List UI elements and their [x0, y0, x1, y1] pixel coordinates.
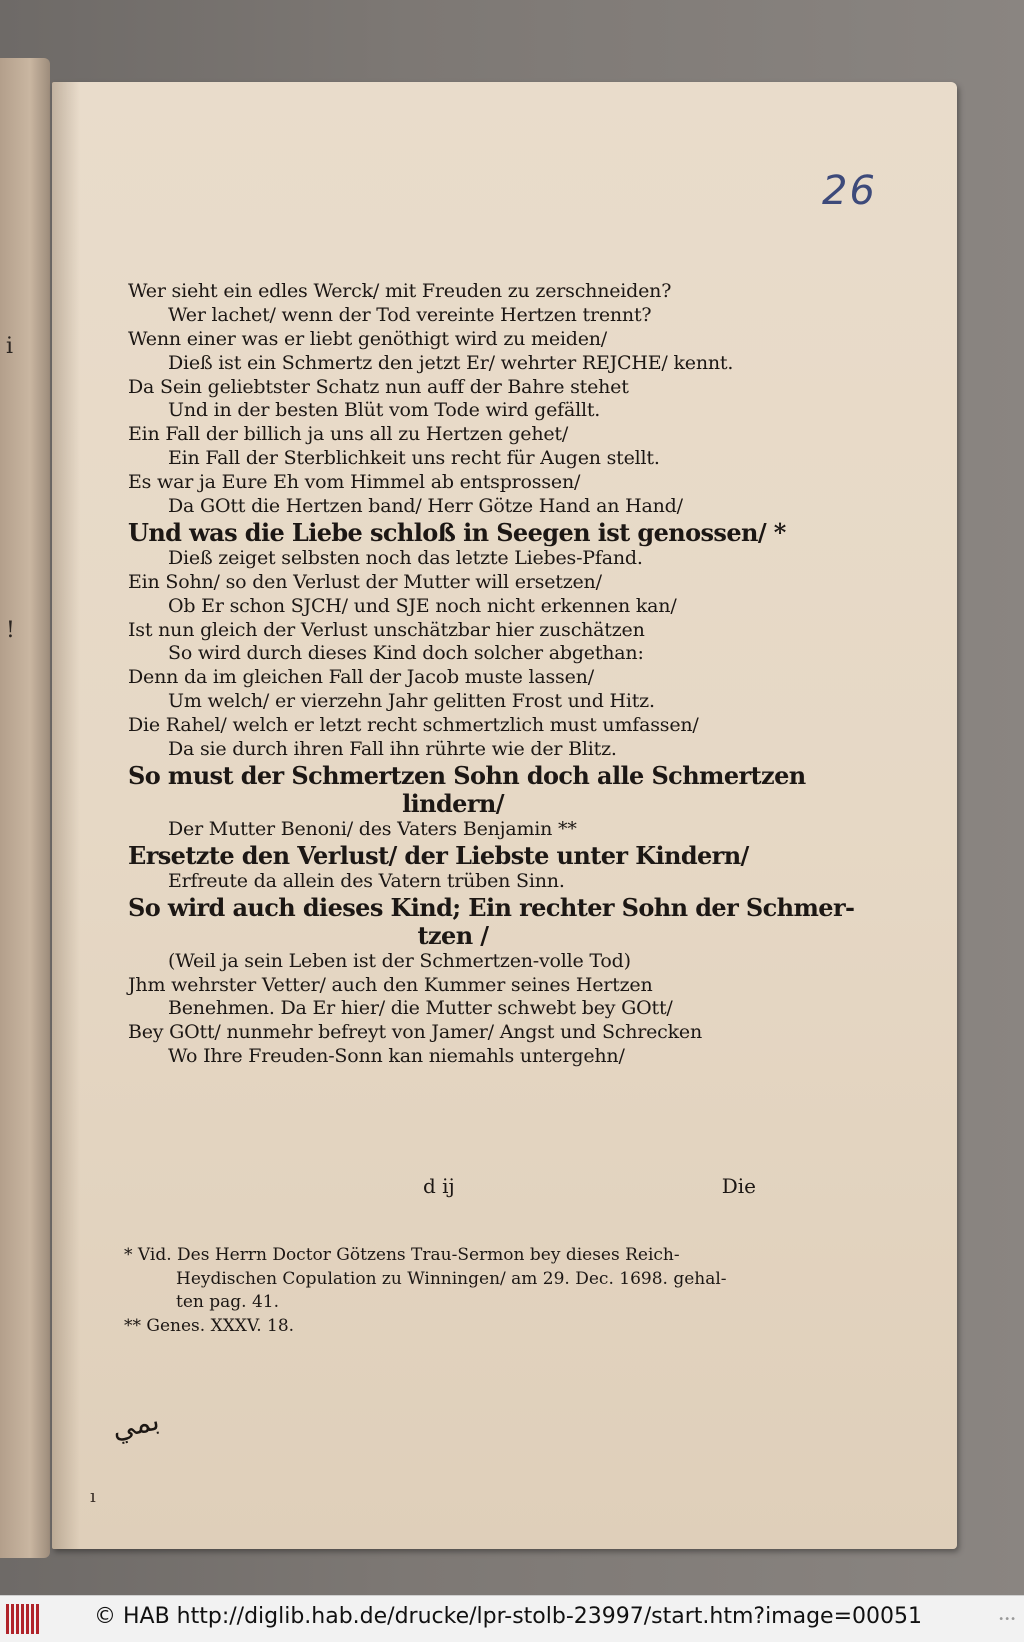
margin-mark: ı — [90, 1486, 96, 1507]
footnote-line: Heydischen Copulation zu Winningen/ am 29. Dec. 1698. gehal- — [176, 1268, 727, 1289]
poem-line: Da Sein geliebtster Schatz nun auff der Bahre stehet — [128, 375, 629, 398]
poem-line: Der Mutter Benoni/ des Vaters Benjamin ** — [168, 817, 577, 840]
poem-line: Ob Er schon SJCH/ und SJE noch nicht erkennen kan/ — [168, 594, 677, 617]
poem-line: tzen / — [417, 920, 489, 950]
poem-line: lindern/ — [402, 788, 504, 818]
poem-line: Die Rahel/ welch er letzt recht schmertzlich must umfassen/ — [128, 714, 699, 737]
left-page-edge — [0, 58, 50, 1558]
viewer-footer — [0, 1595, 1024, 1642]
poem-line: Ein Sohn/ so den Verlust der Mutter will ersetzen/ — [128, 570, 602, 593]
poem-line: Da sie durch ihren Fall ihn rührte wie der Blitz. — [168, 738, 617, 761]
poem-line: Und was die Liebe schloß in Seegen ist genossen/ * — [128, 517, 786, 547]
poem-line: Wo Ihre Freuden-Sonn kan niemahls untergehn/ — [168, 1045, 625, 1068]
hab-logo-icon — [6, 1604, 46, 1634]
poem-line: Wer sieht ein edles Werck/ mit Freuden zu zerschneiden? — [128, 280, 672, 302]
catchword: Die — [721, 1174, 756, 1198]
poem-line: Wenn einer was er liebt genöthigt wird zu meiden/ — [128, 327, 608, 350]
poem-line: Da GOtt die Hertzen band/ Herr Götze Hand an Hand/ — [168, 495, 683, 518]
poem-line: Benehmen. Da Er hier/ die Mutter schwebt bey GOtt/ — [168, 997, 673, 1020]
poem-line: Ist nun gleich der Verlust unschätzbar hier zuschätzen — [128, 618, 645, 641]
poem-line: So wird auch dieses Kind; Ein rechter Sohn der Schmer- — [128, 892, 855, 922]
poem-line: Bey GOtt/ nunmehr befreyt von Jamer/ Angst und Schrecken — [128, 1021, 703, 1044]
copyright-url[interactable]: © HAB http://diglib.hab.de/drucke/lpr-stolb-23997/start.htm?image=00051 — [94, 1604, 923, 1629]
poem-line: Ein Fall der billich ja uns all zu Hertzen gehet/ — [128, 423, 569, 446]
signature-row — [128, 1174, 756, 1202]
poem-line: Ersetzte den Verlust/ der Liebste unter Kindern/ — [128, 840, 749, 870]
poem-line: So must der Schmertzen Sohn doch alle Schmertzen — [128, 760, 806, 790]
poem-line: Erfreute da allein des Vatern trüben Sinn. — [168, 869, 565, 892]
poem-line: Denn da im gleichen Fall der Jacob muste lassen/ — [128, 666, 594, 689]
footnotes — [124, 1244, 784, 1338]
handwritten-mark: بمي — [109, 1403, 163, 1446]
folio-number: 26 — [822, 168, 877, 214]
poem-line: Jhm wehrster Vetter/ auch den Kummer seines Hertzen — [128, 973, 653, 996]
footnote-line: ** Genes. XXXV. 18. — [124, 1315, 295, 1336]
signature-mark: d ij — [423, 1174, 455, 1198]
footnote-line: ten pag. 41. — [176, 1292, 279, 1312]
poem-text — [128, 280, 855, 1069]
left-page-mark: ! — [6, 618, 15, 643]
page-gutter-shadow — [52, 82, 80, 1549]
poem-line: Dieß ist ein Schmertz den jetzt Er/ wehrter REJCHE/ kennt. — [168, 351, 734, 374]
poem-line: Um welch/ er vierzehn Jahr gelitten Frost und Hitz. — [168, 690, 655, 713]
poem-line: (Weil ja sein Leben ist der Schmertzen-volle Tod) — [168, 949, 631, 972]
poem-line: Und in der besten Blüt vom Tode wird gefällt. — [168, 399, 601, 422]
poem-line: Dieß zeiget selbsten noch das letzte Liebes-Pfand. — [168, 546, 643, 569]
poem-line: Ein Fall der Sterblichkeit uns recht für Augen stellt. — [168, 447, 660, 470]
poem-line: Es war ja Eure Eh vom Himmel ab entsprossen/ — [128, 471, 581, 494]
poem-line: So wird durch dieses Kind doch solcher abgethan: — [168, 642, 644, 665]
footnote-line: * Vid. Des Herrn Doctor Götzens Trau-Sermon bey dieses Reich- — [124, 1245, 680, 1265]
left-page-mark: i — [6, 334, 14, 359]
poem-line: Wer lachet/ wenn der Tod vereinte Hertzen trennt? — [168, 303, 652, 326]
more-dots-icon[interactable]: ••• — [998, 1614, 1016, 1625]
